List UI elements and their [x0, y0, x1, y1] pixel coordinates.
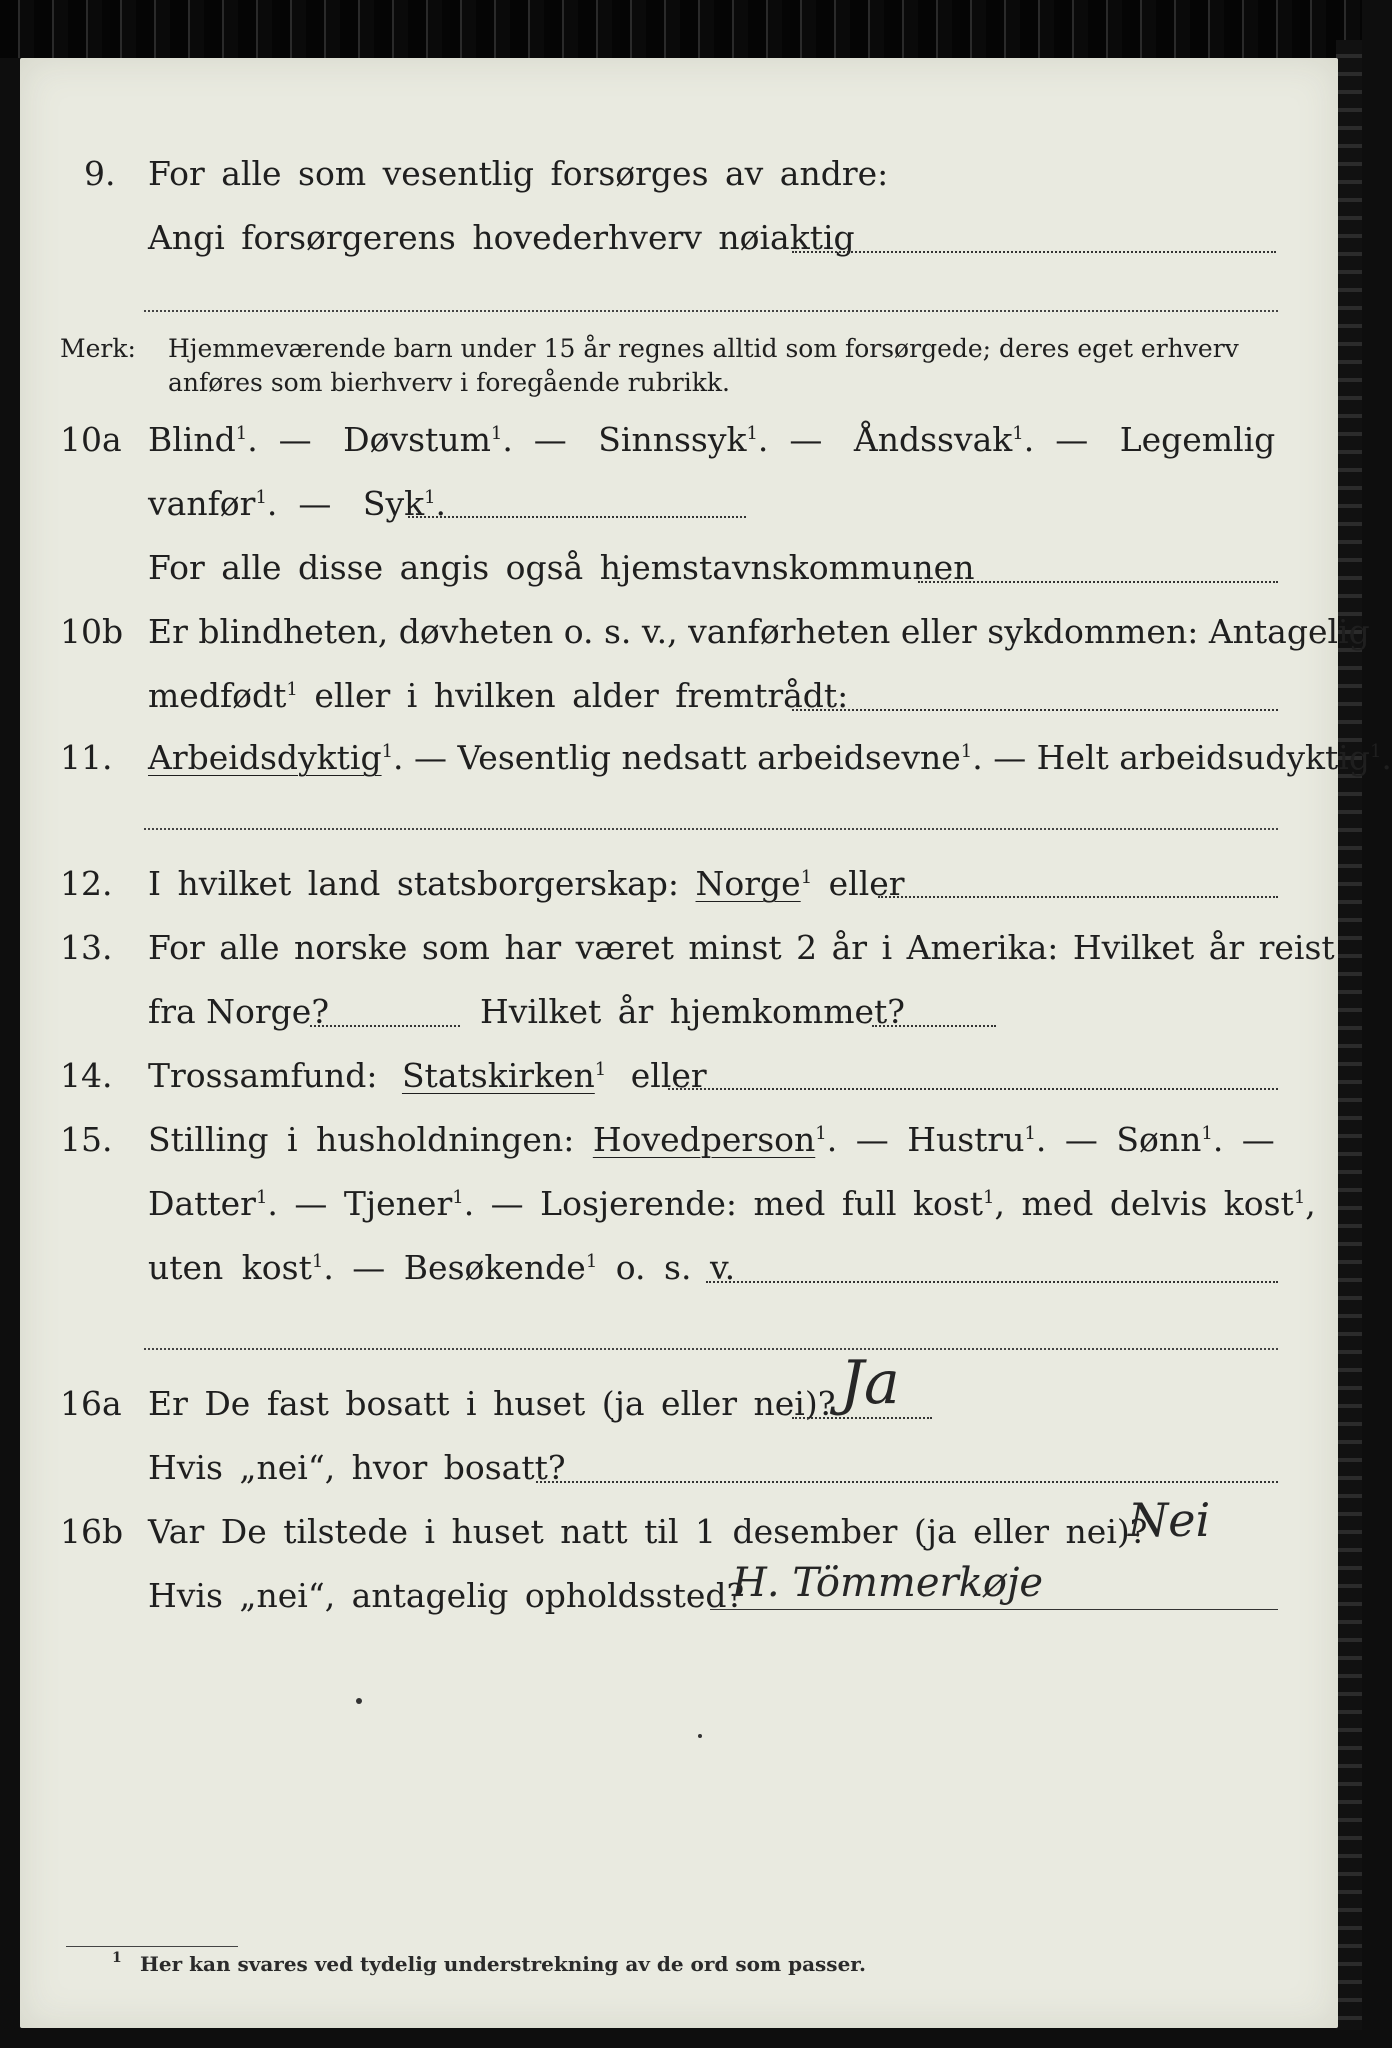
footnote-ref: 1 [1012, 423, 1024, 444]
q14-number: 14. [60, 1056, 113, 1095]
footnote-ref: 1 [490, 423, 503, 444]
option-osv: o. s. v. [615, 1248, 736, 1287]
q13-hjemkommet-line [872, 1025, 996, 1027]
option-blind: Blind [148, 420, 236, 459]
q10b-line1: Er blindheten, døvheten o. s. v., vanførheten eller sykdommen: Antagelig [148, 612, 1370, 651]
footnote-ref: 1 [381, 741, 394, 762]
footnote-ref: 1 [746, 423, 758, 444]
option-vanfor: vanfør [148, 484, 256, 523]
q10a-line2: vanfør$^1$. — Syk$^1$. [148, 484, 447, 523]
footnote-ref: 1 [960, 741, 973, 762]
option-hovedperson: Hovedperson [592, 1120, 816, 1159]
scan-right-border [1336, 40, 1362, 2030]
scan-top-border [0, 0, 1362, 58]
census-form-page [20, 58, 1392, 2028]
option-delvis-kost: med delvis kost [1021, 1184, 1294, 1223]
q16b-answer-line [710, 1609, 1278, 1610]
footnote-ref: 1 [255, 1187, 268, 1208]
q9-answer-line [792, 251, 1276, 253]
option-legemlig: Legemlig [1119, 420, 1276, 459]
option-arbeidsdyktig: Arbeidsdyktig [148, 738, 382, 777]
option-sinnssyk: Sinnssyk [598, 420, 747, 459]
footnote-ref: 1 [255, 487, 267, 508]
q9-number: 9. [84, 154, 116, 193]
footnote-marker: 1 [112, 1950, 122, 1966]
footnote-text: Her kan svares ved tydelig understrekning av de ord som passer. [140, 1952, 866, 1976]
footnote-ref: 1 [585, 1251, 598, 1272]
option-full-kost: med full kost [753, 1184, 984, 1223]
q12-line [148, 864, 905, 904]
footnote-ref: 1 [311, 1251, 324, 1272]
footnote-ref: 1 [452, 1187, 464, 1208]
q16a-line1: Er De fast bosatt i huset (ja eller nei)? [148, 1384, 836, 1423]
q15-blank-line [144, 1348, 1278, 1350]
q9-line2: Angi forsørgerens hovederhverv nøiaktig [148, 218, 855, 257]
option-sonn: — Sønn [1064, 1120, 1202, 1159]
q13-line1: For alle norske som har været minst 2 år i Amerika: Hvilket år reist [148, 928, 1335, 967]
option-nedsatt: — Vesentlig nedsatt arbeidsevne [414, 738, 961, 777]
option-udyktig: — Helt arbeidsudyktig [993, 738, 1370, 777]
q10b-line2 [148, 676, 848, 716]
option-dovstum: Døvstum [343, 420, 491, 459]
option-tjener: — Tjener [294, 1184, 453, 1223]
q15-stilling: Stilling i husholdningen: [148, 1120, 575, 1159]
q10b-number: 10b [60, 612, 124, 651]
q10b-answer-line [792, 709, 1278, 711]
option-datter: Datter [148, 1184, 256, 1223]
q16a-bosatt-line [536, 1481, 1278, 1483]
q10a-kommune-line [918, 581, 1278, 583]
q11-number: 11. [60, 738, 113, 777]
q16b-line1: Var De tilstede i huset natt til 1 desember (ja eller nei)? [148, 1512, 1148, 1551]
footnote-ref: 1 [1024, 1123, 1036, 1144]
q11-blank-line [144, 828, 1278, 830]
q12-number: 12. [60, 864, 113, 903]
q12-text: I hvilket land statsborgerskap: [148, 864, 680, 903]
q16b-handwritten-place: H. Tömmerkøje [732, 1560, 1044, 1606]
ink-speck [356, 1698, 362, 1704]
q16b-handwritten-answer: Nei [1128, 1493, 1211, 1547]
footnote-ref: 1 [235, 423, 248, 444]
footnote-ref: 1 [1369, 741, 1382, 762]
footnote-ref: 1 [1293, 1187, 1306, 1208]
q10a-line1: Blind$^1$. — Døvstum$^1$. — Sinnssyk$^1$. — Åndssvak$^1$. — Legemlig [148, 420, 1276, 459]
option-besokende: — Besøkende [352, 1248, 586, 1287]
q10a-answer-line [408, 516, 746, 518]
q12-eller: eller [828, 864, 905, 903]
q16b-line2: Hvis „nei“, antagelig opholdssted? [148, 1576, 745, 1615]
q9-blank-line [144, 310, 1278, 312]
q16b-number: 16b [60, 1512, 124, 1551]
footnote-ref: 1 [1201, 1123, 1213, 1144]
merk-line2: anføres som bierhverv i foregående rubrikk. [168, 368, 730, 397]
option-losjerende: — Losjerende: [490, 1184, 737, 1223]
q13-number: 13. [60, 928, 113, 967]
q10a-number: 10a [60, 420, 122, 459]
q15-number: 15. [60, 1120, 113, 1159]
q15-line1: Stilling i husholdningen: Hovedperson$^1$. — Hustru$^1$. — Sønn$^1$. — [148, 1120, 1275, 1159]
q9-line1: For alle som vesentlig forsørges av andre: [148, 154, 889, 193]
option-hustru: — Hustru [855, 1120, 1025, 1159]
q15-line3: uten kost$^1$. — Besøkende$^1$ o. s. v. [148, 1248, 736, 1287]
q14-line [148, 1056, 707, 1096]
q14-text: Trossamfund: [148, 1056, 378, 1095]
option-syk: Syk [362, 484, 425, 523]
q13-reist-line [310, 1025, 460, 1027]
merk-label: Merk: [60, 334, 136, 363]
q10a-line3: For alle disse angis også hjemstavnskommunen [148, 548, 975, 587]
q15-answer-line [706, 1281, 1278, 1283]
q16a-handwritten-answer: Ja [840, 1348, 900, 1418]
footnote-ref: 1 [983, 1187, 995, 1208]
q11-line: Arbeidsdyktig$^1$. — Vesentlig nedsatt arbeidsevne$^1$. — Helt arbeidsudyktig$^1$. [148, 738, 1392, 777]
q14-eller: eller [630, 1056, 707, 1095]
q13-fra-norge: fra Norge? [148, 992, 330, 1031]
q13-hjemkommet: Hvilket år hjemkommet? [480, 992, 905, 1031]
footnote-ref: 1 [815, 1123, 827, 1144]
q12-answer-line [878, 896, 1278, 898]
merk-line1: Hjemmeværende barn under 15 år regnes alltid som forsørgede; deres eget erhverv [168, 334, 1239, 363]
option-uten-kost: uten kost [148, 1248, 312, 1287]
footnote-rule [66, 1946, 238, 1947]
q16a-number: 16a [60, 1384, 122, 1423]
option-medfodt: medfødt [148, 676, 287, 715]
q16a-line2: Hvis „nei“, hvor bosatt? [148, 1448, 566, 1487]
option-statskirken: Statskirken [401, 1056, 595, 1095]
q14-answer-line [668, 1088, 1278, 1090]
option-andssvak: Åndssvak [853, 420, 1013, 459]
q10b-line2-rest: eller i hvilken alder fremtrådt: [314, 676, 849, 715]
footnote-ref: 1 [594, 1059, 607, 1080]
ink-speck [698, 1734, 702, 1738]
q15-line2: Datter$^1$. — Tjener$^1$. — Losjerende: med full kost$^1$, med delvis kost$^1$, [148, 1184, 1316, 1223]
footnote-ref: 1 [286, 679, 298, 700]
footnote-ref: 1 [424, 487, 436, 508]
option-norge: Norge [695, 864, 801, 903]
footnote-ref: 1 [800, 867, 813, 888]
